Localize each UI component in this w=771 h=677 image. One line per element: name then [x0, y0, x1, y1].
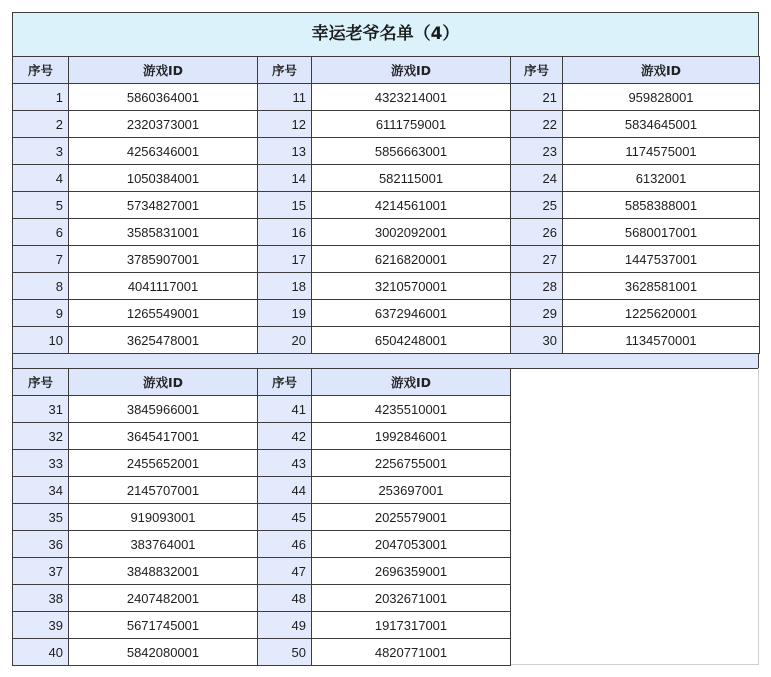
index-cell: 17 — [258, 246, 312, 273]
header-game-id: 游戏ID — [312, 57, 511, 84]
game-id-cell: 5671745001 — [69, 612, 258, 639]
game-id-cell: 2407482001 — [69, 585, 258, 612]
index-cell: 10 — [13, 327, 69, 354]
game-id-cell: 1174575001 — [563, 138, 760, 165]
index-cell: 1 — [13, 84, 69, 111]
index-cell: 31 — [13, 396, 69, 423]
index-cell: 41 — [258, 396, 312, 423]
game-id-cell: 3625478001 — [69, 327, 258, 354]
game-id-cell: 2145707001 — [69, 477, 258, 504]
game-id-cell: 2696359001 — [312, 558, 511, 585]
table-row — [13, 84, 760, 111]
index-cell: 43 — [258, 450, 312, 477]
game-id-cell: 3845966001 — [69, 396, 258, 423]
game-id-cell: 6132001 — [563, 165, 760, 192]
header-index: 序号 — [13, 369, 69, 396]
table-row — [13, 450, 511, 477]
index-cell: 36 — [13, 531, 69, 558]
index-cell: 38 — [13, 585, 69, 612]
table-row — [13, 246, 760, 273]
index-cell: 42 — [258, 423, 312, 450]
index-cell: 40 — [13, 639, 69, 666]
game-id-cell: 1992846001 — [312, 423, 511, 450]
game-id-cell: 5734827001 — [69, 192, 258, 219]
index-cell: 11 — [258, 84, 312, 111]
index-cell: 33 — [13, 450, 69, 477]
index-cell: 32 — [13, 423, 69, 450]
index-cell: 39 — [13, 612, 69, 639]
header-index: 序号 — [13, 57, 69, 84]
table-body-part-1 — [13, 84, 760, 354]
game-id-cell: 5856663001 — [312, 138, 511, 165]
game-id-cell: 3645417001 — [69, 423, 258, 450]
game-id-cell: 4323214001 — [312, 84, 511, 111]
winner-list-sheet — [12, 12, 759, 665]
index-cell: 12 — [258, 111, 312, 138]
table-row — [13, 327, 760, 354]
game-id-cell: 959828001 — [563, 84, 760, 111]
game-id-cell: 5860364001 — [69, 84, 258, 111]
sheet-title: 幸运老爷名单（4） — [12, 12, 759, 56]
game-id-cell: 3585831001 — [69, 219, 258, 246]
index-cell: 4 — [13, 165, 69, 192]
index-cell: 45 — [258, 504, 312, 531]
index-cell: 8 — [13, 273, 69, 300]
table-row — [13, 423, 511, 450]
game-id-cell: 4041117001 — [69, 273, 258, 300]
index-cell: 47 — [258, 558, 312, 585]
game-id-cell: 2455652001 — [69, 450, 258, 477]
spacer-row — [12, 354, 759, 369]
game-id-cell: 5834645001 — [563, 111, 760, 138]
list-part-2 — [12, 368, 759, 665]
game-id-cell: 5858388001 — [563, 192, 760, 219]
game-id-cell: 4235510001 — [312, 396, 511, 423]
index-cell: 22 — [511, 111, 563, 138]
index-cell: 18 — [258, 273, 312, 300]
index-cell: 3 — [13, 138, 69, 165]
index-cell: 24 — [511, 165, 563, 192]
index-cell: 7 — [13, 246, 69, 273]
index-cell: 28 — [511, 273, 563, 300]
index-cell: 2 — [13, 111, 69, 138]
index-cell: 26 — [511, 219, 563, 246]
header-game-id: 游戏ID — [312, 369, 511, 396]
index-cell: 27 — [511, 246, 563, 273]
table-row — [13, 273, 760, 300]
index-cell: 6 — [13, 219, 69, 246]
table-row — [13, 192, 760, 219]
game-id-cell: 3628581001 — [563, 273, 760, 300]
index-cell: 29 — [511, 300, 563, 327]
game-id-cell: 4256346001 — [69, 138, 258, 165]
header-game-id: 游戏ID — [69, 369, 258, 396]
header-game-id: 游戏ID — [563, 57, 760, 84]
index-cell: 20 — [258, 327, 312, 354]
index-cell: 34 — [13, 477, 69, 504]
game-id-cell: 582115001 — [312, 165, 511, 192]
game-id-cell: 2256755001 — [312, 450, 511, 477]
game-id-cell: 2025579001 — [312, 504, 511, 531]
game-id-cell: 4214561001 — [312, 192, 511, 219]
game-id-cell: 3002092001 — [312, 219, 511, 246]
table-row — [13, 219, 760, 246]
table-row — [13, 165, 760, 192]
index-cell: 23 — [511, 138, 563, 165]
index-cell: 15 — [258, 192, 312, 219]
game-id-cell: 2320373001 — [69, 111, 258, 138]
index-cell: 30 — [511, 327, 563, 354]
game-id-cell: 2047053001 — [312, 531, 511, 558]
index-cell: 25 — [511, 192, 563, 219]
index-cell: 13 — [258, 138, 312, 165]
game-id-cell: 1225620001 — [563, 300, 760, 327]
index-cell: 14 — [258, 165, 312, 192]
header-index: 序号 — [511, 57, 563, 84]
table-row — [13, 138, 760, 165]
index-cell: 19 — [258, 300, 312, 327]
index-cell: 50 — [258, 639, 312, 666]
game-id-cell: 6504248001 — [312, 327, 511, 354]
game-id-cell: 1134570001 — [563, 327, 760, 354]
game-id-cell: 1917317001 — [312, 612, 511, 639]
table-row — [13, 585, 511, 612]
index-cell: 48 — [258, 585, 312, 612]
index-cell: 37 — [13, 558, 69, 585]
game-id-cell: 3210570001 — [312, 273, 511, 300]
game-id-cell: 1265549001 — [69, 300, 258, 327]
game-id-cell: 1050384001 — [69, 165, 258, 192]
index-cell: 35 — [13, 504, 69, 531]
table-body-part-2 — [13, 396, 511, 666]
game-id-cell: 6111759001 — [312, 111, 511, 138]
index-cell: 49 — [258, 612, 312, 639]
game-id-cell: 253697001 — [312, 477, 511, 504]
index-cell: 9 — [13, 300, 69, 327]
table-row — [13, 639, 511, 666]
game-id-cell: 1447537001 — [563, 246, 760, 273]
game-id-cell: 5680017001 — [563, 219, 760, 246]
game-id-cell: 5842080001 — [69, 639, 258, 666]
index-cell: 5 — [13, 192, 69, 219]
header-row — [13, 57, 760, 84]
table-row — [13, 477, 511, 504]
index-cell: 21 — [511, 84, 563, 111]
header-index: 序号 — [258, 369, 312, 396]
table-row — [13, 300, 760, 327]
index-cell: 44 — [258, 477, 312, 504]
list-table-part-1 — [12, 56, 760, 354]
game-id-cell: 4820771001 — [312, 639, 511, 666]
game-id-cell: 2032671001 — [312, 585, 511, 612]
header-row — [13, 369, 511, 396]
index-cell: 46 — [258, 531, 312, 558]
table-row — [13, 558, 511, 585]
game-id-cell: 6372946001 — [312, 300, 511, 327]
table-row — [13, 531, 511, 558]
index-cell: 16 — [258, 219, 312, 246]
game-id-cell: 3785907001 — [69, 246, 258, 273]
game-id-cell: 383764001 — [69, 531, 258, 558]
table-row — [13, 111, 760, 138]
table-row — [13, 612, 511, 639]
game-id-cell: 6216820001 — [312, 246, 511, 273]
header-game-id: 游戏ID — [69, 57, 258, 84]
game-id-cell: 919093001 — [69, 504, 258, 531]
header-index: 序号 — [258, 57, 312, 84]
list-table-part-2 — [12, 368, 511, 666]
table-row — [13, 396, 511, 423]
table-row — [13, 504, 511, 531]
game-id-cell: 3848832001 — [69, 558, 258, 585]
